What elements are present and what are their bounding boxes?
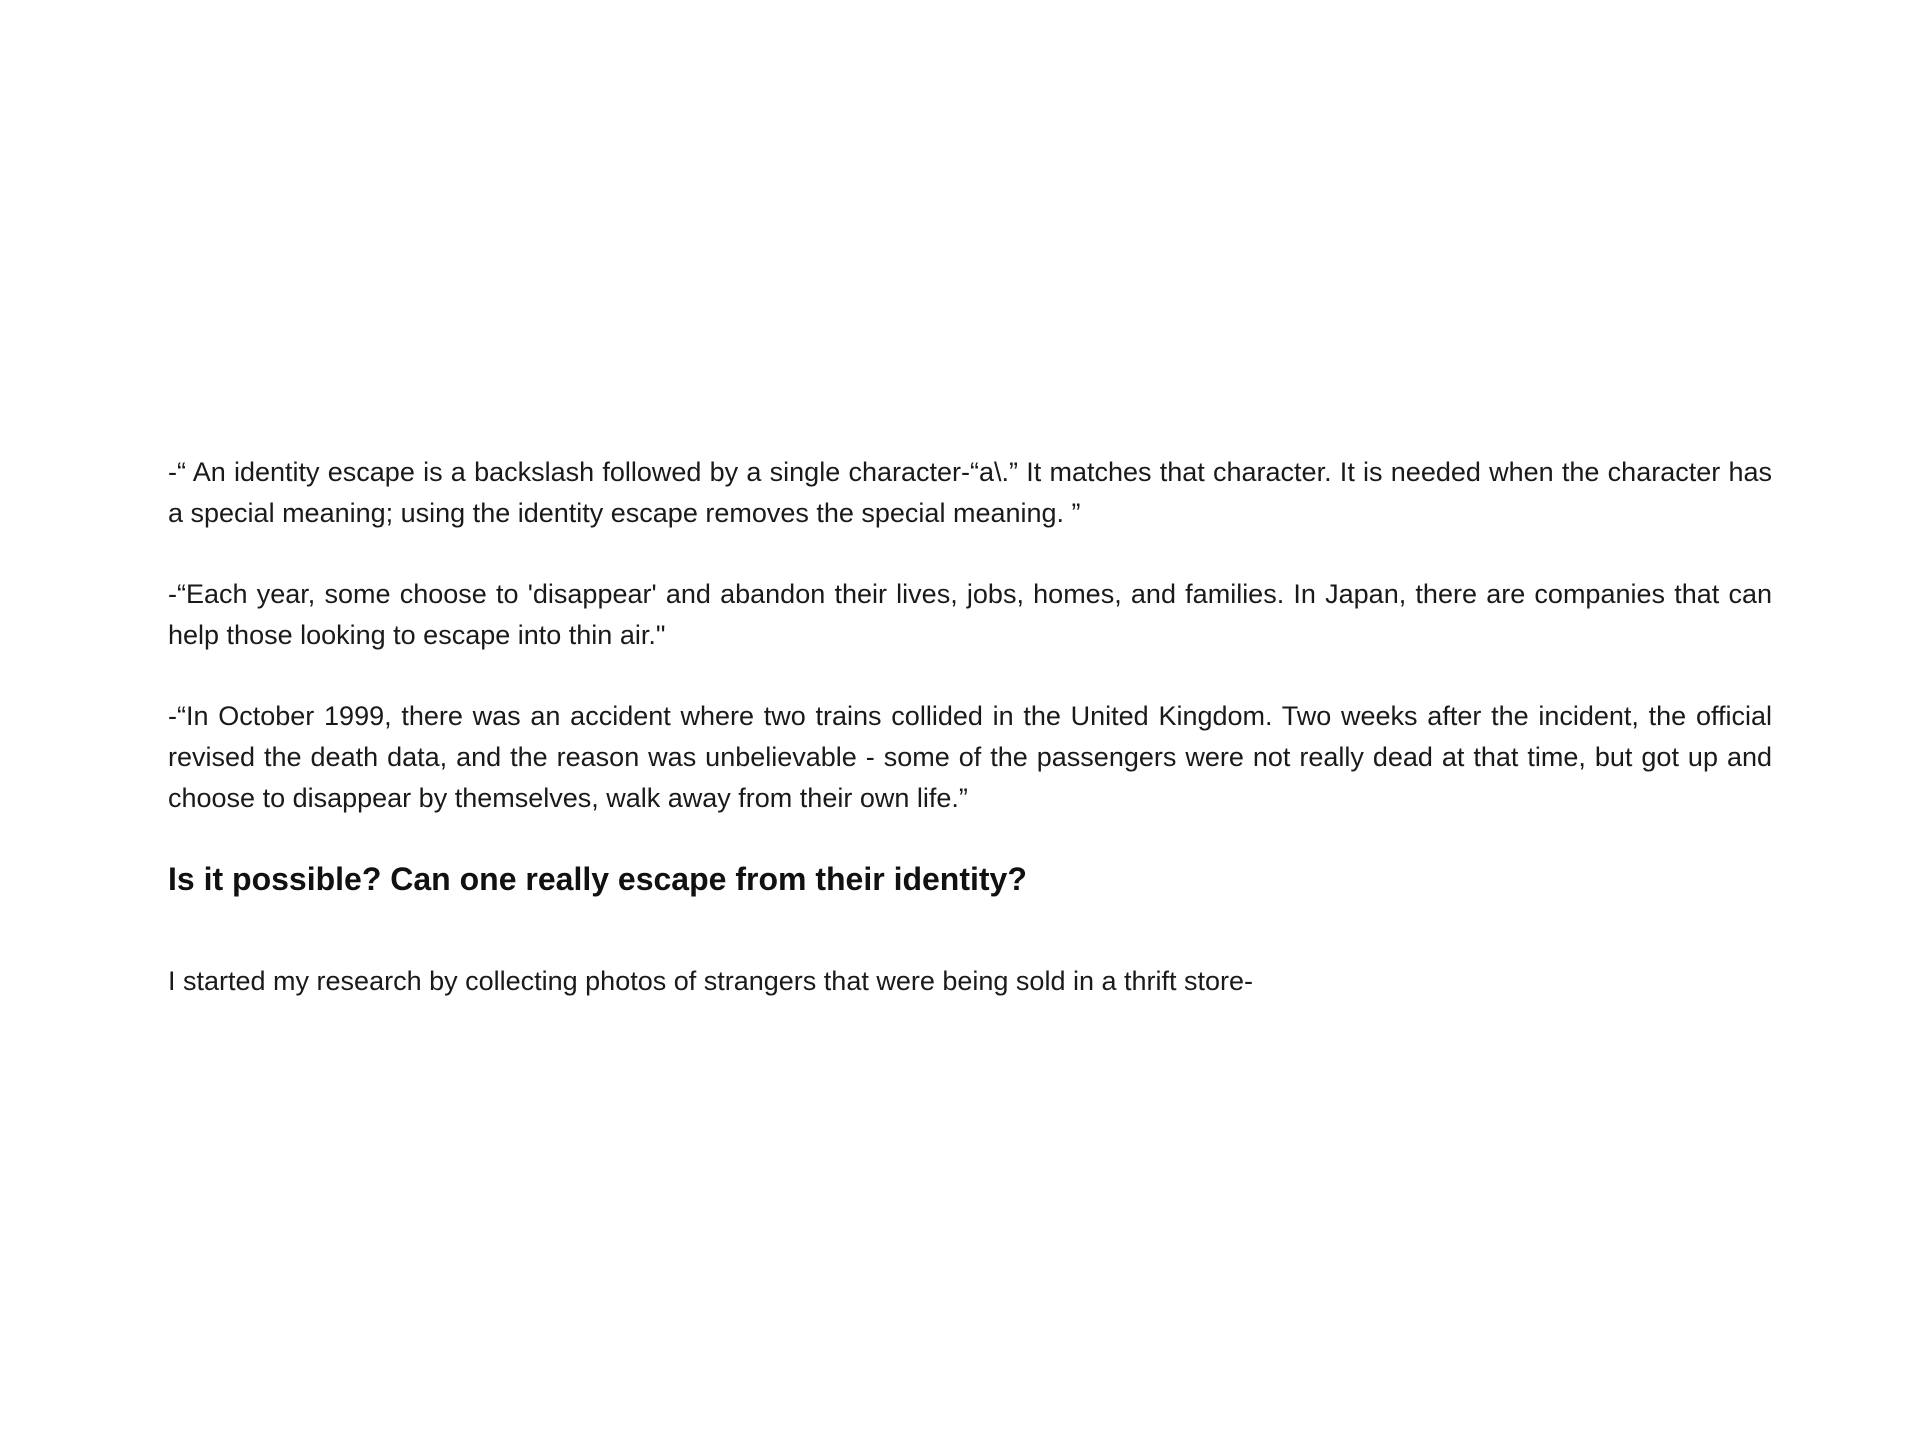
section-question-heading: Is it possible? Can one really escape from their identity? xyxy=(168,861,1027,897)
research-intro-text: I started my research by collecting photos of strangers that were being sold in a thrift store- xyxy=(168,966,1254,996)
quote-japan-disappear: -“Each year, some choose to 'disappear' and abandon their lives, jobs, homes, and families. In Japan, there are companies that can help those looking to escape into thin air." xyxy=(168,579,1772,650)
quote-identity-escape: -“ An identity escape is a backslash followed by a single character-“a\.” It matches that character. It is needed when the character has a special meaning; using the identity escape removes the special meaning. ” xyxy=(168,457,1772,528)
document-body xyxy=(168,452,1772,1002)
quote-train-accident: -“In October 1999, there was an accident where two trains collided in the United Kingdom. Two weeks after the incident, the official revised the death data, and the reason was unbelievable - some of the passengers were not really dead at that time, but got up and choose to disappear by themselves, walk away from their own life.” xyxy=(168,701,1772,813)
